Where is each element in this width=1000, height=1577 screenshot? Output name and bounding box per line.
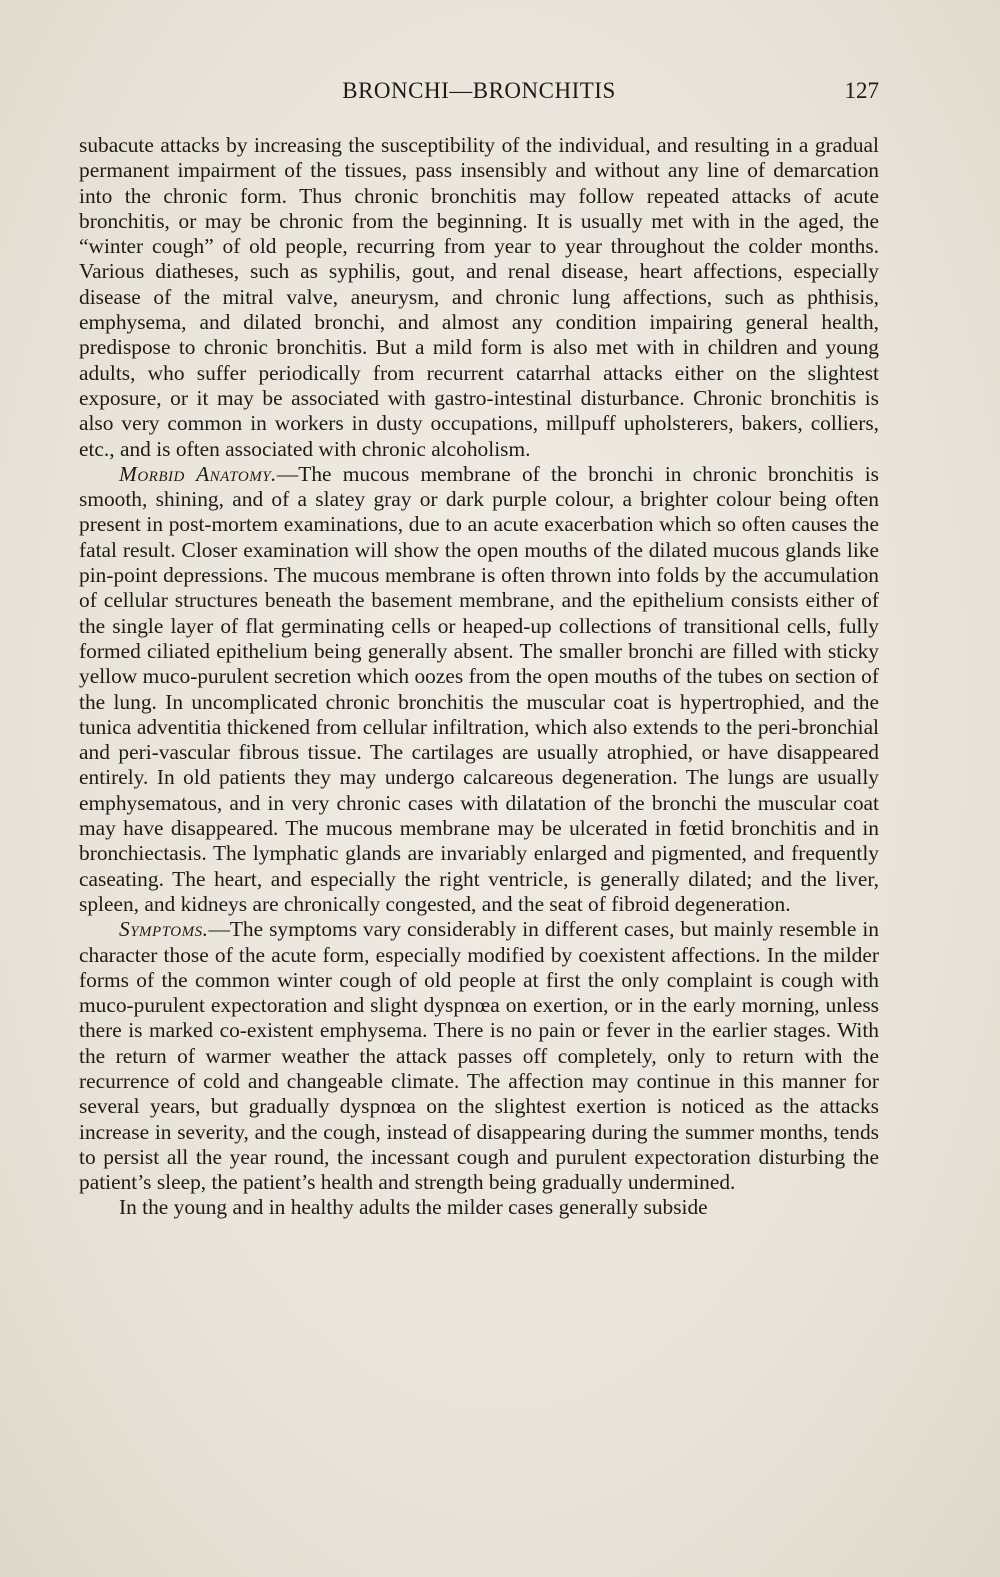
section-heading-morbid-anatomy: Morbid Anatomy. bbox=[119, 461, 277, 486]
paragraph-final bbox=[79, 1195, 879, 1220]
paragraph-morbid-anatomy bbox=[79, 462, 879, 917]
running-title: BRONCHI—BRONCHITIS bbox=[342, 78, 616, 103]
paragraph-text: —The mucous membrane of the bronchi in chronic bronchitis is smooth, shining, and of a slatey gray or dark purple colour, a brighter colour being often present in post-mortem examinations, due to an acute exacerbation which so often causes the fatal result. Closer examination will show the open mouths of the dilated mucous glands like pin-point depressions. The mucous membrane is often thrown into folds by the accumulation of cellular structures beneath the basement membrane, and the epithelium consists either of the single layer of flat germinating cells or heaped-up collections of transitional cells, fully formed ciliated epithelium being generally absent. The smaller bronchi are filled with sticky yellow muco-purulent secretion which oozes from the open mouths of the tubes on section of the lung. In uncomplicated chronic bronchitis the muscular coat is hypertrophied, and the tunica adventitia thickened from cellular infiltration, which also extends to the peri-bronchial and peri-vascular fibrous tissue. The cartilages are usually atrophied, or have disappeared entirely. In old patients they may undergo calcareous degeneration. The lungs are usually emphysematous, and in very chronic cases with dilatation of the bronchi the muscular coat may have disappeared. The mucous membrane may be ulcerated in fœtid bronchitis and in bronchiectasis. The lymphatic glands are invariably enlarged and pigmented, and frequently caseating. The heart, and especially the right ventricle, is generally dilated; and the liver, spleen, and kidneys are chronically congested, and the seat of fibroid degeneration. bbox=[79, 461, 880, 916]
paragraph-text: —The symptoms vary considerably in different cases, but mainly resemble in character those of the acute form, especially modified by coexistent affections. In the milder forms of the common winter cough of old people at first the only complaint is cough with muco-purulent expectoration and slight dyspnœa on exertion, or in the early morning, unless there is marked co-existent emphysema. There is no pain or fever in the earlier stages. With the return of warmer weather the attack passes off completely, only to return with the recurrence of cold and changeable climate. The affection may continue in this manner for several years, but gradually dyspnœa on the slightest exertion is noticed as the attacks increase in severity, and the cough, instead of disappearing during the summer months, tends to persist all the year round, the incessant cough and purulent expectoration disturbing the patient’s sleep, the patient’s health and strength being gradually undermined. bbox=[79, 917, 879, 1195]
paragraph-continuation bbox=[79, 133, 879, 462]
paragraph-symptoms bbox=[79, 917, 879, 1195]
page-number: 127 bbox=[844, 78, 879, 103]
paragraph-text: subacute attacks by increasing the susceptibility of the individual, and resulting in a gradual permanent impairment of the tissues, pass insensibly and without any line of demarcation into the chronic form. Thus chronic bronchitis may follow repeated attacks of acute bronchitis, or may be chronic from the beginning. It is usually met with in the aged, the “winter cough” of old people, recurring from year to year throughout the colder months. Various diatheses, such as syphilis, gout, and renal disease, heart affections, especially disease of the mitral valve, aneurysm, and chronic lung affections, such as phthisis, emphysema, and dilated bronchi, and almost any condition impairing general health, predispose to chronic bronchitis. But a mild form is also met with in children and young adults, who suffer periodically from recurrent catarrhal attacks either on the slightest exposure, or it may be associated with gastro-intestinal disturbance. Chronic bronchitis is also very common in workers in dusty occupations, millpuff upholsterers, bakers, colliers, etc., and is often associated with chronic alcoholism. bbox=[79, 133, 879, 461]
body-text bbox=[79, 133, 879, 1221]
running-head bbox=[79, 78, 879, 112]
paragraph-text: In the young and in healthy adults the milder cases generally subside bbox=[119, 1195, 708, 1220]
section-heading-symptoms: Symptoms. bbox=[119, 917, 209, 942]
